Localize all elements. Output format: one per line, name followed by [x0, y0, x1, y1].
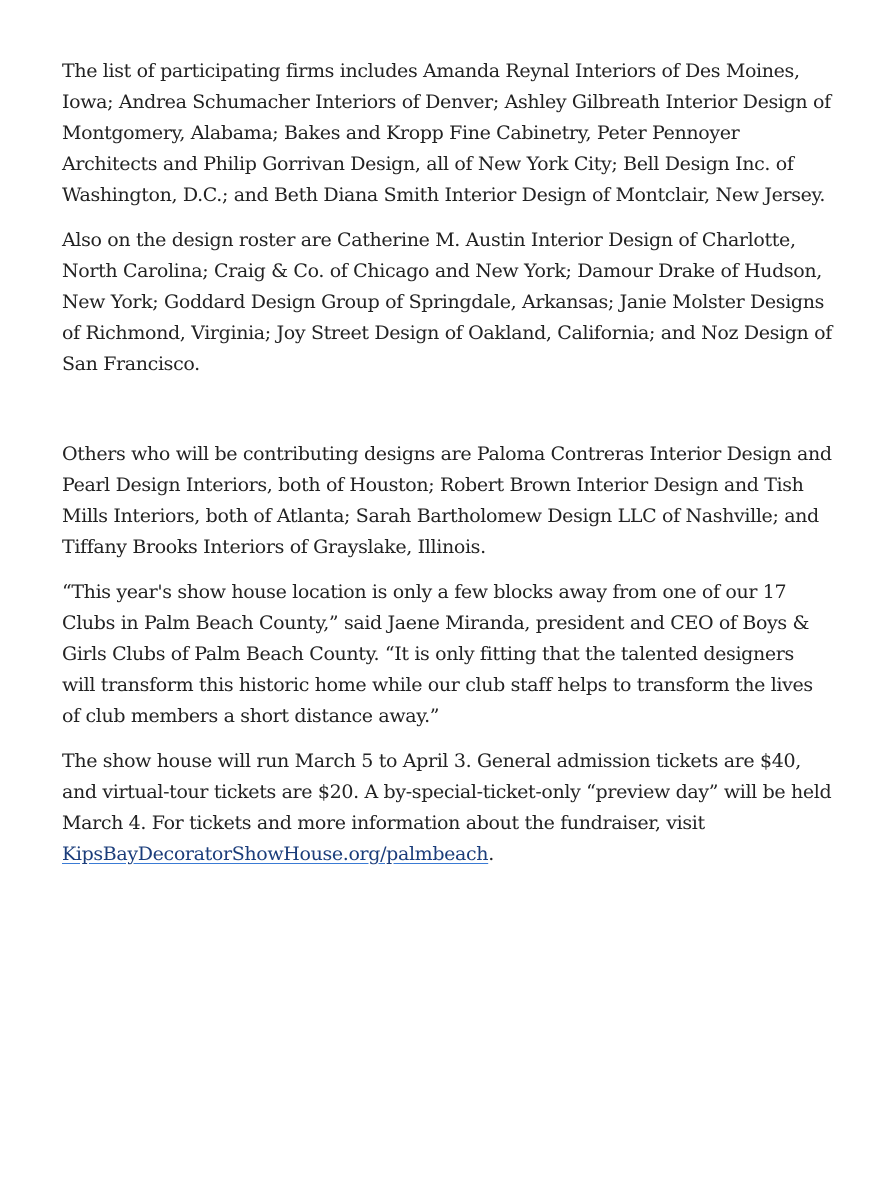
tickets-text-end: . [488, 843, 494, 865]
tickets-text: The show house will run March 5 to April 3. General admission tickets are $40, and virtual-tour tickets are $20. A by-special-ticket-only “preview day” will be held March 4. For tickets and more information about the fundraiser, visit [62, 750, 832, 834]
article-body [62, 56, 832, 884]
paragraph-contributing-designers: Others who will be contributing designs are Paloma Contreras Interior Design and Pearl Design Interiors, both of Houston; Robert Brown Interior Design and Tish Mills Interiors, both of Atlanta; Sarah Bartholomew Design LLC of Nashville; and Tiffany Brooks Interiors of Grayslake, Illinois. [62, 443, 832, 558]
paragraph-design-roster: Also on the design roster are Catherine M. Austin Interior Design of Charlotte, North Carolina; Craig & Co. of Chicago and New York; Damour Drake of Hudson, New York; Goddard Design Group of Springdale, Arkansas; Janie Molster Designs of Richmond, Virginia; Joy Street Design of Oakland, California; and Noz Design of San Francisco. [62, 229, 832, 375]
paragraph-participating-firms: The list of participating firms includes Amanda Reynal Interiors of Des Moines, Iowa; Andrea Schumacher Interiors of Denver; Ashley Gilbreath Interior Design of Montgomery, Alabama; Bakes and Kropp Fine Cabinetry, Peter Pennoyer Architects and Philip Gorrivan Design, all of New York City; Bell Design Inc. of Washington, D.C.; and Beth Diana Smith Interior Design of Montclair, New Jersey. [62, 60, 831, 206]
show-house-link[interactable]: KipsBayDecoratorShowHouse.org/palmbeach [62, 843, 489, 865]
paragraph-tickets [62, 746, 832, 870]
paragraph-quote: “This year's show house location is only a few blocks away from one of our 17 Clubs in Palm Beach County,” said Jaene Miranda, president and CEO of Boys & Girls Clubs of Palm Beach County. “It is only fitting that the talented designers will transform this historic home while our club staff helps to transform the lives of club members a short distance away.” [62, 581, 813, 727]
